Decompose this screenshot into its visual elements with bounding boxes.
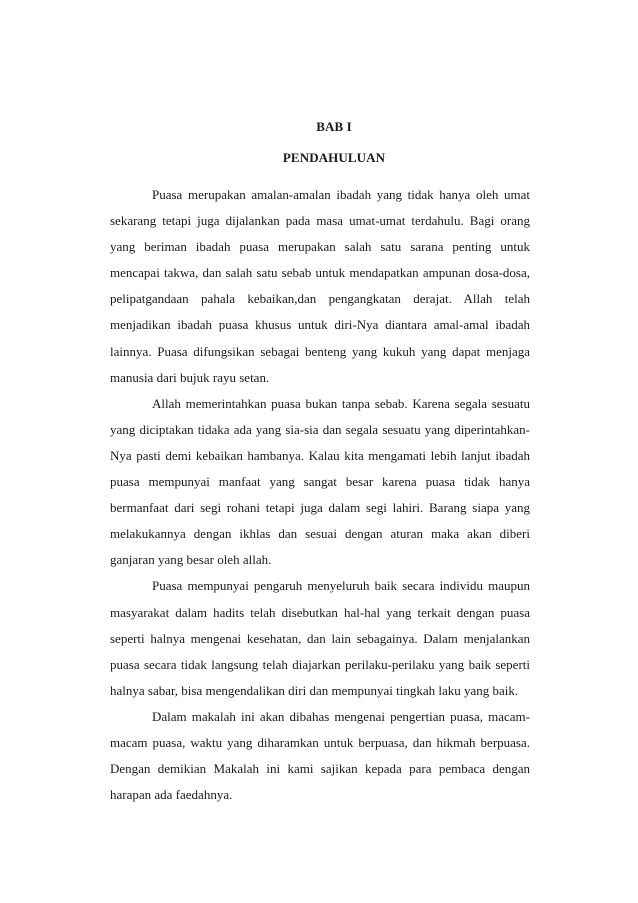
paragraph: Puasa mempunyai pengaruh menyeluruh baik secara individu maupun masyarakat dalam hadits telah disebutkan hal-hal yang terkait dengan puasa seperti halnya mengenai kesehatan, dan lain sebagainya. Dalam menjalankan puasa secara tidak langsung telah diajarkan perilaku-perilaku yang baik seperti halnya sabar, bisa mengendalikan diri dan mempunyai tingkah laku yang baik. <box>110 578 530 698</box>
chapter-heading: BAB I <box>316 119 352 134</box>
paragraph: Allah memerintahkan puasa bukan tanpa sebab. Karena segala sesuatu yang diciptakan tidaka ada yang sia-sia dan segala sesuatu yang diperintahkan-Nya pasti demi kebaikan hambanya. Kalau kita mengamati lebih lanjut ibadah puasa mempunyai manfaat yang sangat besar karena puasa tidak hanya bermanfaat dari segi rohani tetapi juga dalam segi lahiri. Barang siapa yang melakukannya dengan ikhlas dan sesuai dengan aturan maka akan diberi ganjaran yang besar oleh allah. <box>110 395 530 568</box>
body-text <box>110 182 530 808</box>
paragraph: Puasa merupakan amalan-amalan ibadah yang tidak hanya oleh umat sekarang tetapi juga dijalankan pada masa umat-umat terdahulu. Bagi orang yang beriman ibadah puasa merupakan salah satu sarana penting untuk mencapai takwa, dan salah satu sebab untuk mendapatkan ampunan dosa-dosa, pelipatgandaan pahala kebaikan,dan pengangkatan derajat. Allah telah menjadikan ibadah puasa khusus untuk diri-Nya diantara amal-amal ibadah lainnya. Puasa difungsikan sebagai benteng yang kukuh yang dapat menjaga manusia dari bujuk rayu setan. <box>110 187 530 385</box>
paragraph: Dalam makalah ini akan dibahas mengenai pengertian puasa, macam-macam puasa, waktu yang diharamkan untuk berpuasa, dan hikmah berpuasa. Dengan demikian Makalah ini kami sajikan kepada para pembaca dengan harapan ada faedahnya. <box>110 708 530 803</box>
chapter-title: PENDAHULUAN <box>282 150 386 165</box>
